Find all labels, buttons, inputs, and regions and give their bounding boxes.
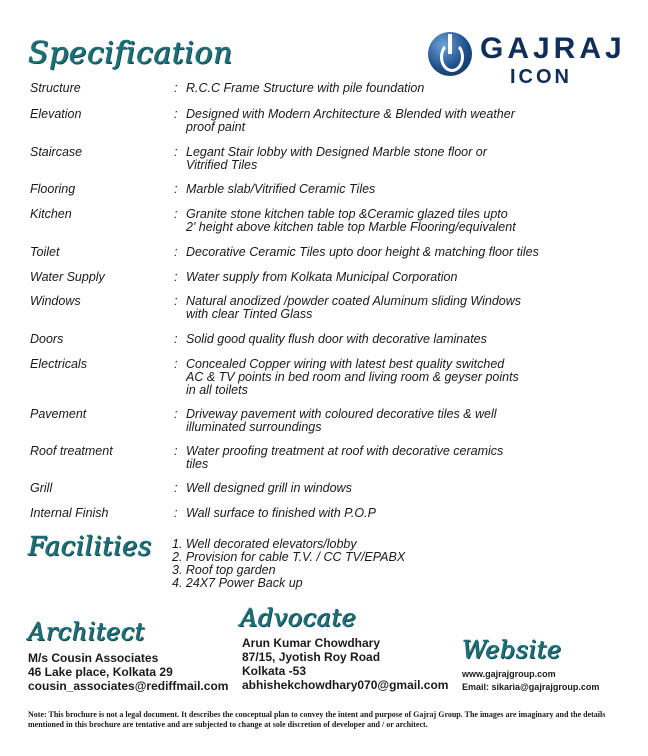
spec-row-elevation xyxy=(30,108,630,134)
spec-value: Marble slab/Vitrified Ceramic Tiles xyxy=(186,182,376,196)
spec-row-electricals xyxy=(30,358,630,397)
spec-colon: : xyxy=(174,207,178,221)
spec-colon: : xyxy=(174,81,178,95)
specification-heading: Specification xyxy=(28,36,233,71)
spec-row-windows xyxy=(30,295,630,321)
advocate-address: 87/15, Jyotish Roy Road xyxy=(242,650,381,664)
spec-value: Water supply from Kolkata Municipal Corporation xyxy=(186,270,458,284)
spec-row-toilet xyxy=(30,246,630,259)
facility-item: 1. Well decorated elevators/lobby xyxy=(172,537,357,551)
facility-item: 2. Provision for cable T.V. / CC TV/EPABX xyxy=(172,550,406,564)
advocate-contact xyxy=(242,636,448,692)
advocate-city: Kolkata -53 xyxy=(242,664,307,678)
spec-value: Well designed grill in windows xyxy=(186,481,352,495)
spec-colon: : xyxy=(174,107,178,121)
spec-label: Pavement xyxy=(30,407,87,421)
spec-colon: : xyxy=(174,332,178,346)
spec-label: Roof treatment xyxy=(30,444,113,458)
website-contact xyxy=(462,668,599,694)
spec-colon: : xyxy=(174,245,178,259)
spec-label: Kitchen xyxy=(30,207,72,221)
spec-colon: : xyxy=(174,444,178,458)
spec-value: Solid good quality flush door with decorative laminates xyxy=(186,332,487,346)
facility-item: 3. Roof top garden xyxy=(172,563,276,577)
spec-label: Elevation xyxy=(30,107,82,121)
spec-row-doors xyxy=(30,333,630,346)
spec-row-pavement xyxy=(30,408,630,434)
spec-value: Granite stone kitchen table top &Ceramic glazed tiles upto 2' height above kitchen table top Marble Flooring/equivalent xyxy=(186,207,516,234)
gajraj-logo xyxy=(428,30,628,90)
spec-value: Driveway pavement with coloured decorative tiles & well illuminated surroundings xyxy=(186,407,497,434)
spec-row-roof-treatment xyxy=(30,445,630,471)
advocate-name: Arun Kumar Chowdhary xyxy=(242,636,381,650)
advocate-heading: Advocate xyxy=(240,604,357,632)
spec-value: R.C.C Frame Structure with pile foundation xyxy=(186,81,425,95)
spec-label: Structure xyxy=(30,81,81,95)
facility-item: 4. 24X7 Power Back up xyxy=(172,576,303,590)
spec-colon: : xyxy=(174,357,178,371)
spec-value: Concealed Copper wiring with latest best quality switched AC & TV points in bed room and living room & geyser points in all toilets xyxy=(186,357,519,397)
spec-label: Electricals xyxy=(30,357,87,371)
logo-subtitle: ICON xyxy=(510,66,572,88)
spec-colon: : xyxy=(174,407,178,421)
spec-row-flooring xyxy=(30,183,630,196)
website-url[interactable]: www.gajrajgroup.com xyxy=(462,669,556,679)
spec-row-staircase xyxy=(30,146,630,172)
spec-value: Designed with Modern Architecture & Blended with weather proof paint xyxy=(186,107,515,134)
facilities-heading: Facilities xyxy=(28,532,152,562)
spec-row-grill xyxy=(30,482,630,495)
spec-label: Toilet xyxy=(30,245,60,259)
spec-label: Staircase xyxy=(30,145,83,159)
spec-label: Water Supply xyxy=(30,270,105,284)
spec-value: Legant Stair lobby with Designed Marble stone floor or Vitrified Tiles xyxy=(186,145,487,172)
spec-label: Flooring xyxy=(30,182,76,196)
spec-value: Water proofing treatment at roof with decorative ceramics tiles xyxy=(186,444,504,471)
logo-name: GAJRAJ xyxy=(480,32,626,65)
spec-value: Decorative Ceramic Tiles upto door height & matching floor tiles xyxy=(186,245,539,259)
website-email[interactable]: Email: sikaria@gajrajgroup.com xyxy=(462,682,600,692)
spec-colon: : xyxy=(174,270,178,284)
architect-address: 46 Lake place, Kolkata 29 xyxy=(28,665,173,679)
architect-heading: Architect xyxy=(28,618,145,646)
spec-colon: : xyxy=(174,294,178,308)
spec-label: Internal Finish xyxy=(30,506,109,520)
spec-label: Doors xyxy=(30,332,64,346)
logo-emblem-bar xyxy=(448,34,452,54)
spec-row-kitchen xyxy=(30,208,630,234)
spec-label: Grill xyxy=(30,481,53,495)
spec-colon: : xyxy=(174,182,178,196)
architect-name: M/s Cousin Associates xyxy=(28,651,159,665)
spec-value: Natural anodized /powder coated Aluminum sliding Windows with clear Tinted Glass xyxy=(186,294,522,321)
spec-row-internal-finish xyxy=(30,507,630,520)
architect-contact xyxy=(28,651,228,693)
spec-colon: : xyxy=(174,145,178,159)
advocate-email[interactable]: abhishekchowdhary070@gmail.com xyxy=(242,678,449,692)
facilities-list xyxy=(172,538,405,590)
spec-row-water-supply xyxy=(30,271,630,284)
spec-colon: : xyxy=(174,506,178,520)
website-heading: Website xyxy=(462,636,562,664)
spec-colon: : xyxy=(174,481,178,495)
spec-label: Windows xyxy=(30,294,81,308)
spec-value: Wall surface to finished with P.O.P xyxy=(186,506,376,520)
spec-row-structure xyxy=(30,82,630,95)
architect-email[interactable]: cousin_associates@rediffmail.com xyxy=(28,679,229,693)
legal-note: Note: This brochure is not a legal document. It describes the conceptual plan to convey the intent and purpose of Gajraj Group. The images are imaginary and the details mentioned in this brochure are tentative and are subjected to change at sole discretion of developer and / or architect. xyxy=(28,710,606,729)
